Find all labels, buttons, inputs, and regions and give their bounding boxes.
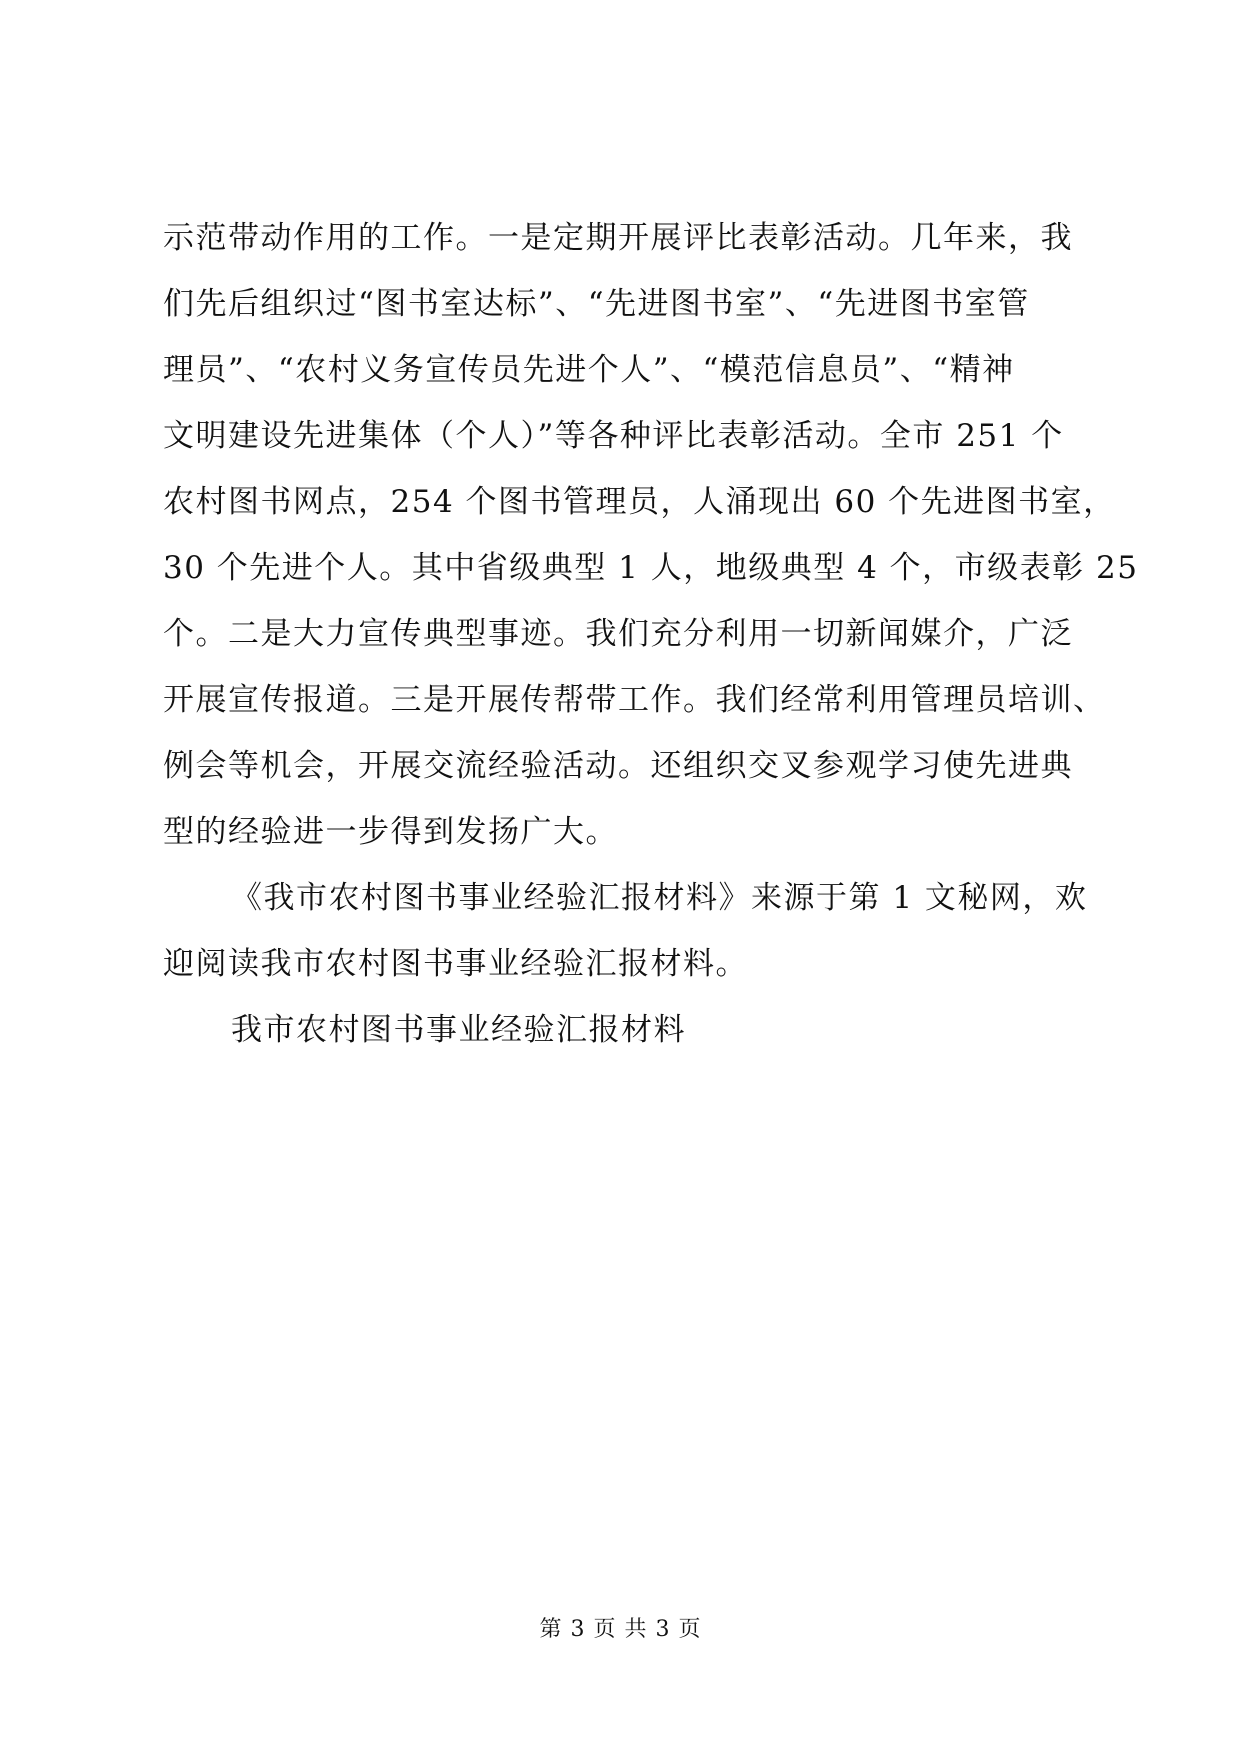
text-line: 理员”、“农村义务宣传员先进个人”、“模范信息员”、“精神 <box>163 352 1015 388</box>
paragraph-title-repeat <box>163 997 1081 1063</box>
text-line: 我市农村图书事业经验汇报材料 <box>231 1012 686 1048</box>
page-number: 第 3 页 共 3 页 <box>539 1617 702 1642</box>
text-line: 个。二是大力宣传典型事迹。我们充分利用一切新闻媒介，广泛 <box>163 616 1073 652</box>
document-body <box>163 205 1139 1063</box>
paragraph-achievements <box>163 205 1139 865</box>
text-line: 们先后组织过“图书室达标”、“先进图书室”、“先进图书室管 <box>163 286 1030 322</box>
page-footer <box>0 1612 1241 1643</box>
text-line: 型的经验进一步得到发扬广大。 <box>163 814 618 850</box>
text-line: 农村图书网点，254 个图书管理员，人涌现出 60 个先进图书室， <box>163 484 1116 520</box>
text-line: 示范带动作用的工作。一是定期开展评比表彰活动。几年来，我 <box>163 220 1073 256</box>
text-line: 30 个先进个人。其中省级典型 1 人，地级典型 4 个，市级表彰 25 <box>163 550 1139 586</box>
paragraph-source-note <box>163 865 1088 997</box>
text-line: 例会等机会，开展交流经验活动。还组织交叉参观学习使先进典 <box>163 748 1073 784</box>
text-line: 迎阅读我市农村图书事业经验汇报材料。 <box>163 946 748 982</box>
text-line: 开展宣传报道。三是开展传帮带工作。我们经常利用管理员培训、 <box>163 682 1106 718</box>
text-line: 文明建设先进集体（个人）”等各种评比表彰活动。全市 251 个 <box>163 418 1064 454</box>
text-line: 《我市农村图书事业经验汇报材料》来源于第 1 文秘网，欢 <box>231 880 1088 916</box>
